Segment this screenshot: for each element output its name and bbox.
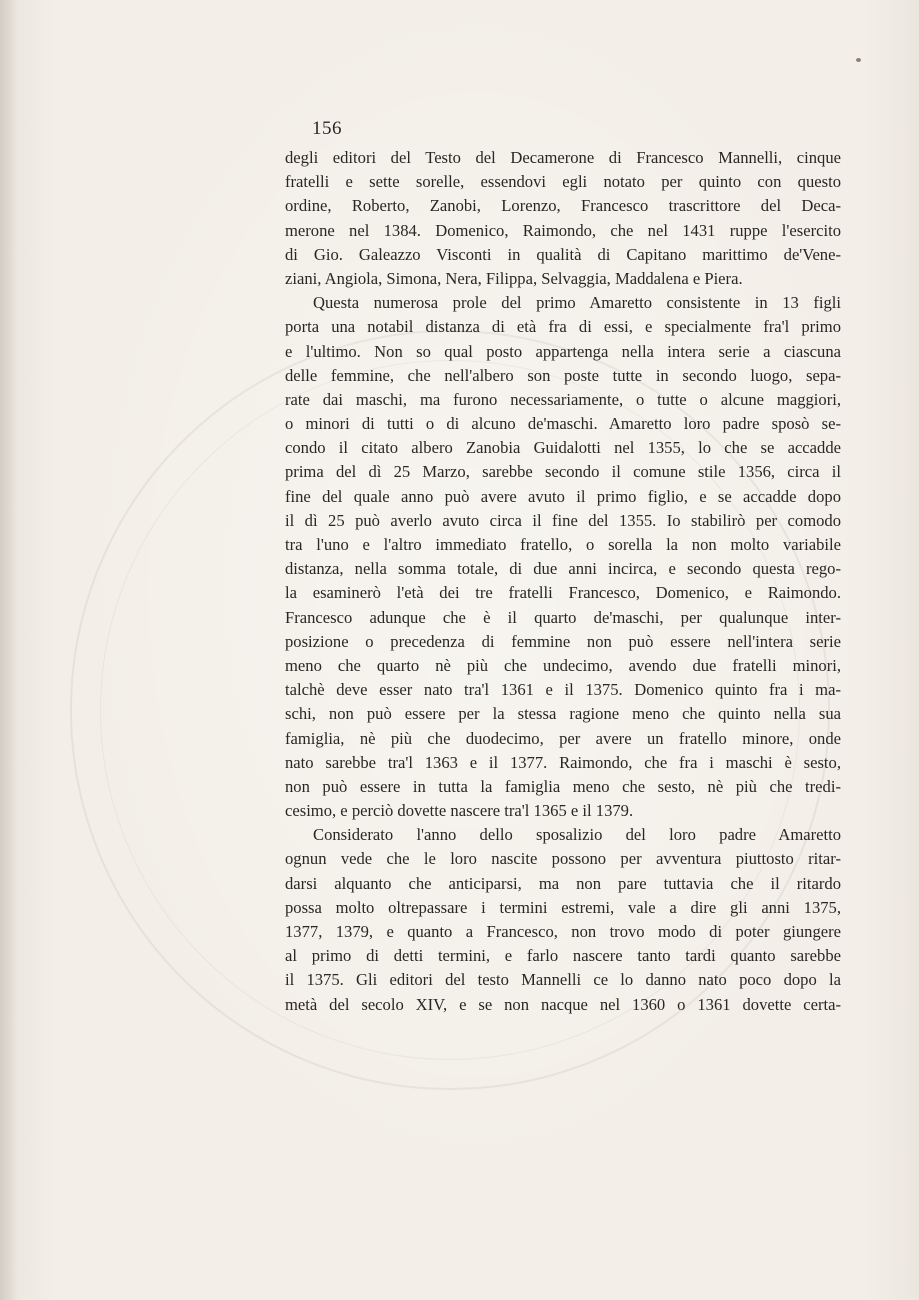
text-line: condo il citato albero Zanobia Guidalotti nel 1355, lo che se accadde [285,438,841,458]
text-line: ordine, Roberto, Zanobi, Lorenzo, Francesco trascrittore del Deca- [285,196,841,216]
text-line: meno che quarto nè più che undecimo, avendo due fratelli minori, [285,655,841,675]
page-edge-shadow [0,0,18,1300]
text-line: possa molto oltrepassare i termini estremi, vale a dire gli anni 1375, [285,897,841,917]
text-line: nato sarebbe tra'l 1363 e il 1377. Raimondo, che fra i maschi è sesto, [285,752,841,772]
text-line: il dì 25 può averlo avuto circa il fine del 1355. Io stabilirò per comodo [285,510,841,530]
text-line: la esaminerò l'età dei tre fratelli Francesco, Domenico, e Raimondo. [285,583,841,603]
text-line: darsi alquanto che anticiparsi, ma non pare tuttavia che il ritardo [285,873,841,893]
text-line: famiglia, nè più che duodecimo, per avere un fratello minore, onde [285,728,841,748]
text-line: metà del secolo XIV, e se non nacque nel 1360 o 1361 dovette certa- [285,994,841,1014]
text-line: il 1375. Gli editori del testo Mannelli ce lo danno nato poco dopo la [285,970,841,990]
text-line: talchè deve esser nato tra'l 1361 e il 1375. Domenico quinto fra i ma- [285,680,841,700]
text-line: merone nel 1384. Domenico, Raimondo, che nel 1431 ruppe l'esercito [285,220,841,240]
ink-speck [856,58,861,62]
page-number: 156 [312,118,342,139]
text-line: cesimo, e perciò dovette nascere tra'l 1365 e il 1379. [285,801,634,821]
text-line: 1377, 1379, e quanto a Francesco, non trovo modo di poter giungere [285,922,841,941]
text-line: ognun vede che le loro nascite possono per avventura piuttosto ritar- [285,849,841,869]
text-line: fratelli e sette sorelle, essendovi egli notato per quinto con questo [285,172,841,192]
body-text [285,146,841,1017]
text-line: Questa numerosa prole del primo Amaretto consistente in 13 figli [313,293,841,313]
text-line: e l'ultimo. Non so qual posto appartenga nella intera serie a ciascuna [285,341,841,361]
text-line: rate dai maschi, ma furono necessariamente, o tutte o alcune maggiori, [285,389,841,409]
text-line: fine del quale anno può avere avuto il primo figlio, e se accadde dopo [285,486,841,506]
text-line: delle femmine, che nell'albero son poste tutte in secondo luogo, sepa- [285,365,841,385]
text-line: prima del dì 25 Marzo, sarebbe secondo il comune stile 1356, circa il [285,462,841,482]
text-line: degli editori del Testo del Decamerone di Francesco Mannelli, cinque [285,148,841,167]
text-line: non può essere in tutta la famiglia meno che sesto, nè più che tredi- [285,776,841,796]
text-line: o minori di tutti o di alcuno de'maschi. Amaretto loro padre sposò se- [285,414,841,434]
text-line: posizione o precedenza di femmine non può essere nell'intera serie [285,631,841,651]
text-line: tra l'uno e l'altro immediato fratello, o sorella la non molto variabile [285,535,841,554]
text-line: schi, non può essere per la stessa ragione meno che quinto nella sua [285,704,841,724]
text-line: di Gio. Galeazzo Visconti in qualità di Capitano marittimo de'Vene- [285,244,841,264]
text-line: Considerato l'anno dello sposalizio del loro padre Amaretto [313,825,841,845]
text-line: Francesco adunque che è il quarto de'maschi, per qualunque inter- [285,607,841,627]
text-line: al primo di detti termini, e farlo nascere tanto tardi quanto sarebbe [285,946,841,966]
text-line: ziani, Angiola, Simona, Nera, Filippa, Selvaggia, Maddalena e Piera. [285,268,743,288]
text-line: porta una notabil distanza di età fra di essi, e specialmente fra'l primo [285,317,841,337]
text-line: distanza, nella somma totale, di due anni incirca, e secondo questa rego- [285,559,841,579]
